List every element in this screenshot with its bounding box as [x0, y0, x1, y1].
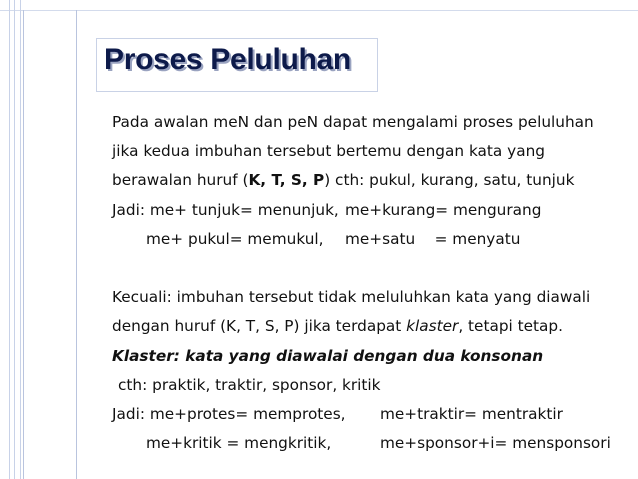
jadi2-b2: me+sponsor+i= mensponsori [380, 434, 611, 453]
decor-line [20, 0, 21, 479]
jadi1-row2 [112, 225, 632, 254]
decor-panel [23, 10, 77, 479]
klaster-definition: Klaster: kata yang diawalai dengan dua konsonan [112, 346, 544, 365]
para1-line1: Pada awalan meN dan peN dapat mengalami proses peluluhan [112, 113, 594, 131]
para1-line3 [112, 166, 632, 195]
slide-title: Proses Peluluhan [104, 43, 351, 76]
decor-top-line [0, 10, 638, 11]
jadi1-a1: Jadi: me+ tunjuk= menunjuk, [112, 200, 339, 219]
jadi1-row1 [112, 196, 632, 225]
klaster-examples: cth: praktik, traktir, sponsor, kritik [118, 375, 381, 394]
jadi1-b1: me+kurang= mengurang [345, 200, 542, 219]
para1-line3-post: ) cth: pukul, kurang, satu, tunjuk [324, 171, 575, 190]
para1-line2: jika kedua imbuhan tersebut bertemu dengan kata yang [112, 142, 545, 161]
para1-line3-pre: berawalan huruf ( [112, 171, 249, 190]
kecuali-line2 [112, 312, 632, 341]
jadi2-row2 [112, 429, 632, 458]
kecuali-line1: Kecuali: imbuhan tersebut tidak meluluhkan kata yang diawali [112, 288, 591, 307]
spacer [112, 254, 632, 283]
jadi2-a1: Jadi: me+protes= memprotes, [112, 404, 346, 423]
kecuali-line2-pre: dengan huruf (K, T, S, P) jika terdapat [112, 317, 407, 336]
para1-letters: K, T, S, P [248, 171, 325, 190]
slide-body [112, 108, 632, 458]
decor-line [14, 0, 15, 479]
jadi1-a2: me+ pukul= memukul, [146, 229, 324, 248]
decor-line [9, 0, 10, 479]
jadi2-row1 [112, 400, 632, 429]
klaster-word: klaster [406, 317, 459, 336]
jadi1-b2: me+satu = menyatu [345, 229, 521, 248]
jadi2-a2: me+kritik = mengkritik, [146, 434, 332, 453]
kecuali-line2-post: , tetapi tetap. [458, 317, 563, 336]
jadi2-b1: me+traktir= mentraktir [380, 404, 563, 423]
